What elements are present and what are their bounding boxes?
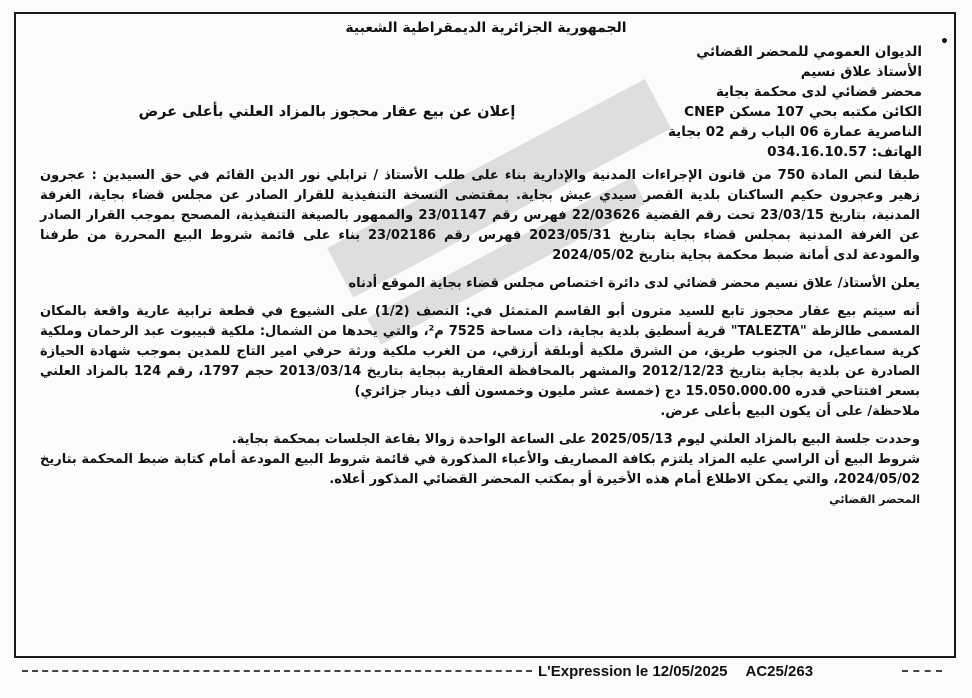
auction-title: إعلان عن بيع عقار محجوز بالمزاد العلني بأعلى عرض [138, 104, 516, 120]
paragraph-session: وحددت جلسة البيع بالمزاد العلني ليوم 2025/05/13 على الساعة الواحدة زوالا بقاعة الجلسات بمحكمة بجاية. [231, 432, 920, 447]
paragraph-legal-basis: طبقا لنص المادة 750 من قانون الإجراءات المدنية والإدارية بناء على طلب الأستاذ / ترابلي نور الدين القائم في حق السيدين : عجرون زهير وعجرون حكيم الساكنان بلدية القصر سيدي عيش بجاية. بمقتضى النسخة التنفيذية للقرار الصادر عن مجلس قضاء بجاية، الغرفة المدنية، بتاريخ 23/03/15 تحت رقم القضية 22/03626 فهرس رقم 23/01147 والممهور بالصيغة التنفيذية، المصحح بموجب القرار الصادر عن الغرفة المدنية بمجلس قضاء بجاية بتاريخ 2023/05/31 فهرس رقم 23/02186 بناء على قائمة شروط البيع المحررة من طرفنا والمودعة لدى أمانة ضبط محكمة بجاية بتاريخ 2024/05/02 [40, 168, 921, 263]
office-line-3: محضر قضائي لدى محكمة بجاية [715, 84, 922, 100]
office-line-1: الديوان العمومي للمحضر القضائي [696, 44, 922, 60]
office-line-4: الكائن مكتبه بحي 107 مسكن CNEP [684, 104, 922, 120]
office-line-6: الهاتف: 034.16.10.57 [767, 144, 922, 160]
office-line-5: الناصرية عمارة 06 الباب رقم 02 بجاية [667, 124, 922, 140]
signature: المحضر القضائي [829, 493, 920, 506]
paragraph-conditions: شروط البيع أن الراسي عليه المزاد يلتزم بكافة المصاريف والأعباء المذكورة في قائمة شروط البيع المودعة أمام كتابة ضبط المحكمة بتاريخ 2024/05/02، والتي يمكن الاطلاع أمام هذه الأخيرة أو بمكتب المحضر القضائي المذكور أعلاه. [40, 452, 920, 487]
paragraph-note: ملاحظة/ على أن يكون البيع بأعلى عرض. [660, 404, 920, 419]
publication-line: L'Expression le 12/05/2025 [538, 662, 728, 680]
footer [538, 660, 813, 682]
paragraph-announcement: يعلن الأستاذ/ علاق نسيم محضر قضائي لدى دائرة اختصاص مجلس قضاء بجاية الموقع أدناه [348, 276, 920, 291]
corner-mark: • [940, 34, 949, 50]
paragraph-property: أنه سيتم بيع عقار محجوز تابع للسيد مترون أبو القاسم المتمثل في: النصف (1/2) على الشيوع في قطعة ترابية عارية واقعة بالمكان المسمى طالزطة "TALEZTA" قرية أسطيق بلدية بجاية، ذات مساحة 7525 م²، والتي يحدها من الشمال: ملكية قبيبوت عبد الرحمان وملكية كرية سماعيل، من الجنوب طريق، من الشرق ملكية أوبلقة أرزقي، من الغرب ملكية ورثة حرفي امير التاج للمدين بموجب شهادة الحيازة الصادرة عن بلدية بجاية بتاريخ 2012/12/23 والمشهر بالمحافظة العقارية ببجاية بتاريخ 2013/03/14 حجم 1797، رقم 124 بالمزاد العلني بسعر افتتاحي قدره 15.050.000.00 دج (خمسة عشر مليون وخمسون ألف دينار جزائري) [40, 304, 921, 399]
office-line-2: الأستاذ علاق نسيم [800, 64, 922, 80]
republic-title: الجمهورية الجزائرية الديمقراطية الشعبية [345, 20, 627, 36]
notice-body [40, 166, 920, 510]
reference-code: AC25/263 [745, 662, 814, 680]
footer-rule-right [902, 670, 942, 672]
footer-rule-left [22, 670, 532, 672]
